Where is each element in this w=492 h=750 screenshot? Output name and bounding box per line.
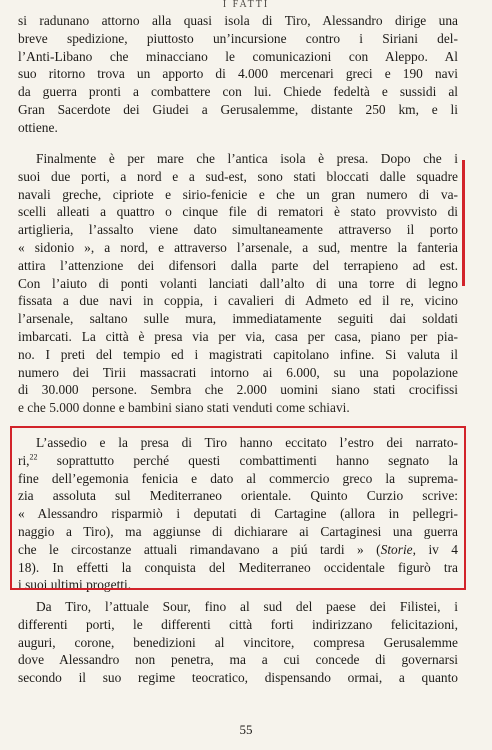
text-line: fissata a due navi in coppia, i cavalieri di Admeto ed il re, vicino <box>18 293 458 309</box>
text-line: no. I preti del tempio ed i magistrati capitolano infine. Si valuta il <box>18 346 458 362</box>
page-number: 55 <box>239 722 253 737</box>
text-line: L’assedio e la presa di Tiro hanno eccitato l’estro dei narrato- <box>36 435 458 450</box>
paragraph-1 <box>18 12 458 137</box>
text-line: da guerra pronti a combattere con lui. Chiede fedeltà e sussidi al <box>18 84 458 100</box>
running-head: I FATTI <box>222 0 270 10</box>
text-line: dove Alessandro non penetra, ma a cui concede di governarsi <box>18 652 458 668</box>
text-line: 18). In effetti la conquista del Mediterraneo occidentale figurò tra <box>18 559 458 575</box>
text-line: suo ritorno trova un apporto di 4.000 mercenari greci e 190 navi <box>18 66 458 82</box>
text-line: « sidonio », a nord, e attraverso l’arsenale, a sud, mentre la fanteria <box>18 239 458 255</box>
text-line: si radunano attorno alla quasi isola di Tiro, Alessandro dirige una <box>18 13 458 28</box>
book-title: Storie <box>380 541 413 557</box>
text-line: fine dell’egemonia fenicia e dato al commercio greco la suprema- <box>18 470 458 486</box>
text-line: numero dei Tirii massacrati intorno ai 6.000, su una popolazione <box>18 364 458 380</box>
text-fragment: ri, <box>18 452 30 468</box>
text-line: zia assoluta sul Mediterraneo orientale. Quinto Curzio scrive: <box>18 488 458 504</box>
text-line: Finalmente è per mare che l’antica isola è presa. Dopo che i <box>36 151 458 166</box>
text-line: « Alessandro risparmiò i deputati di Cartagine (allora in pellegri- <box>18 506 458 522</box>
text-line: Gran Sacerdote dei Giudei a Gerusalemme, distante 250 km, e li <box>18 101 458 117</box>
text-line: breve spedizione, piuttosto un’incursione contro i Siriani del- <box>18 30 458 46</box>
margin-annotation-mark <box>462 160 465 286</box>
text-line: Da Tiro, l’attuale Sour, fino al sud del paese dei Filistei, i <box>36 599 458 614</box>
text-line: artiglieria, l’assalto viene dato simultaneamente attraverso il porto <box>18 222 458 238</box>
paragraph-2 <box>18 150 458 417</box>
text-line: imbarcati. La città è presa via per via, casa per casa, piano per pia- <box>18 328 458 344</box>
text-line: i suoi ultimi progetti. <box>18 577 132 593</box>
text-line: navali greche, cipriote e sirio-fenicie e che un gran numero di va- <box>18 186 458 202</box>
paragraph-4 <box>18 598 458 687</box>
text-fragment: che le circostanze attuali rimandavano a piú tardi » ( <box>18 541 381 557</box>
text-line: l’Anti-Libano che minacciano le comunicazioni con Aleppo. Al <box>18 48 458 64</box>
text-line: scelli alleati a quattro o cinque file di rematori è stato provvisto di <box>18 204 458 220</box>
text-line: Con l’aiuto di ponti volanti lanciati dall’alto di una torre di legno <box>18 275 458 291</box>
text-line: differenti porti, le differenti città forti indirizzano felicitazioni, <box>18 616 458 632</box>
highlight-box <box>10 426 466 590</box>
text-line: di 30.000 persone. Sembra che 2.000 uomini siano stati crocifissi <box>18 382 458 398</box>
footnote-ref: 22 <box>29 452 38 462</box>
text-line: secondo il suo regime teocratico, dispensando ormai, a quanto <box>18 670 458 686</box>
text-fragment: , iv 4 <box>412 541 458 557</box>
text-line: attira l’attenzione dei difensori dalla parte del terrapieno ad est. <box>18 257 458 273</box>
text-line-cut: e che 5.000 donne e bambini siano stati venduti come schiavi. <box>18 400 350 416</box>
text-line: naggio a Tiro), ma aggiunse di dichiarare ai Cartaginesi una guerra <box>18 523 458 539</box>
text-line: ottiene. <box>18 119 58 135</box>
text-line: l’arsenale, saltano sulle mura, immediatamente seguiti dai soldati <box>18 311 458 327</box>
text-fragment: soprattutto perché questi combattimenti hanno segnato la <box>37 452 458 468</box>
text-line: suoi due porti, a nord e a sud-est, sono stati bloccati dalle squadre <box>18 168 458 184</box>
text-line: auguri, corone, benedizioni al vincitore, compresa Gerusalemme <box>18 634 458 650</box>
